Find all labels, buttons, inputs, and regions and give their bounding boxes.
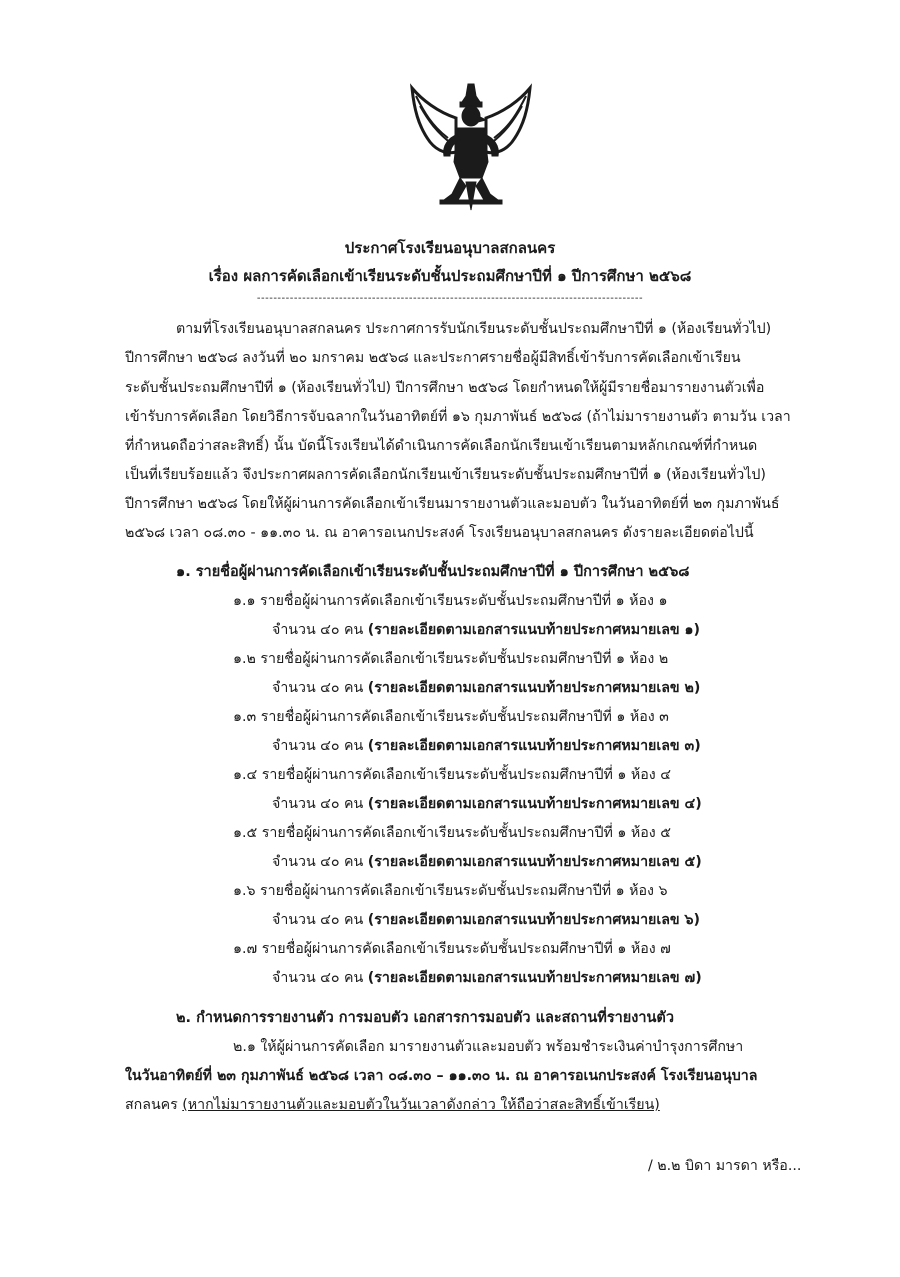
- intro-line: ตามที่โรงเรียนอนุบาลสกลนคร ประกาศการรับนักเรียนระดับชั้นประถมศึกษาปีที่ ๑ (ห้องเรียนทั่วไป): [176, 321, 772, 337]
- intro-line: ๒๕๖๘ เวลา ๐๘.๓๐ - ๑๑.๓๐ น. ณ อาคารอเนกประสงค์ โรงเรียนอนุบาลสกลนคร ดังรายละเอียดต่อไปนี้: [125, 525, 754, 541]
- list-item-line: ๑.๔ รายชื่อผู้ผ่านการคัดเลือกเข้าเรียนระดับชั้นประถมศึกษาปีที่ ๑ ห้อง ๔: [233, 767, 671, 783]
- section-2-paragraph-line: ในวันอาทิตย์ที่ ๒๓ กุมภาพันธ์ ๒๕๖๘ เวลา ๐๘.๓๐ – ๑๑.๓๐ น. ณ อาคารอเนกประสงค์ โรงเรียนอนุบาล: [125, 1068, 758, 1084]
- section-2-paragraph-line: สกลนคร (หากไม่มารายงานตัวและมอบตัวในวันเวลาดังกล่าว ให้ถือว่าสละสิทธิ์เข้าเรียน): [125, 1097, 660, 1113]
- list-item-line: ๑.๑ รายชื่อผู้ผ่านการคัดเลือกเข้าเรียนระดับชั้นประถมศึกษาปีที่ ๑ ห้อง ๑: [233, 593, 668, 609]
- list-item-count: จำนวน ๔๐ คน (รายละเอียดตามเอกสารแนบท้ายประกาศหมายเลข ๑): [272, 622, 701, 638]
- list-item-count: จำนวน ๔๐ คน (รายละเอียดตามเอกสารแนบท้ายประกาศหมายเลข ๔): [272, 796, 702, 812]
- forfeit-notice: (หากไม่มารายงานตัวและมอบตัวในวันเวลาดังกล่าว ให้ถือว่าสละสิทธิ์เข้าเรียน): [182, 1097, 660, 1113]
- section-2-heading: ๒. กำหนดการรายงานตัว การมอบตัว เอกสารการมอบตัว และสถานที่รายงานตัว: [176, 1010, 674, 1026]
- intro-line: ระดับชั้นประถมศึกษาปีที่ ๑ (ห้องเรียนทั่วไป) ปีการศึกษา ๒๕๖๘ โดยกำหนดให้ผู้มีรายชื่อมารายงานตัวเพื่อ: [125, 380, 765, 396]
- list-item-count: จำนวน ๔๐ คน (รายละเอียดตามเอกสารแนบท้ายประกาศหมายเลข ๖): [272, 912, 701, 928]
- garuda-emblem-icon: [408, 82, 534, 214]
- list-item-detail: (รายละเอียดตามเอกสารแนบท้ายประกาศหมายเลข ๗): [367, 970, 702, 986]
- list-item-line: ๑.๗ รายชื่อผู้ผ่านการคัดเลือกเข้าเรียนระดับชั้นประถมศึกษาปีที่ ๑ ห้อง ๗: [233, 941, 671, 957]
- intro-line: ปีการศึกษา ๒๕๖๘ ลงวันที่ ๒๐ มกราคม ๒๕๖๘ และประกาศรายชื่อผู้มีสิทธิ์เข้ารับการคัดเลือกเข้าเรียน: [125, 350, 741, 366]
- list-item-detail: (รายละเอียดตามเอกสารแนบท้ายประกาศหมายเลข ๕): [367, 854, 702, 870]
- list-item-count: จำนวน ๔๐ คน (รายละเอียดตามเอกสารแนบท้ายประกาศหมายเลข ๓): [272, 738, 701, 754]
- intro-line: ที่กำหนดถือว่าสละสิทธิ์) นั้น บัดนี้โรงเรียนได้ดำเนินการคัดเลือกนักเรียนเข้าเรียนตามหลักเกณฑ์ที่กำหนด: [125, 438, 758, 454]
- intro-line: เป็นที่เรียบร้อยแล้ว จึงประกาศผลการคัดเลือกนักเรียนเข้าเรียนระดับชั้นประถมศึกษาปีที่ ๑ (ห้องเรียนทั่วไป): [125, 467, 766, 483]
- list-item-detail: (รายละเอียดตามเอกสารแนบท้ายประกาศหมายเลข ๖): [367, 912, 701, 928]
- intro-line: เข้ารับการคัดเลือก โดยวิธีการจับฉลากในวันอาทิตย์ที่ ๑๖ กุมภาพันธ์ ๒๕๖๘ (ถ้าไม่มารายงานตัว ตามวัน เวลา: [125, 409, 791, 425]
- list-item-detail: (รายละเอียดตามเอกสารแนบท้ายประกาศหมายเลข ๒): [367, 680, 701, 696]
- list-item-count: จำนวน ๔๐ คน (รายละเอียดตามเอกสารแนบท้ายประกาศหมายเลข ๒): [272, 680, 701, 696]
- list-item-line: ๑.๕ รายชื่อผู้ผ่านการคัดเลือกเข้าเรียนระดับชั้นประถมศึกษาปีที่ ๑ ห้อง ๕: [233, 825, 671, 841]
- list-item-line: ๑.๓ รายชื่อผู้ผ่านการคัดเลือกเข้าเรียนระดับชั้นประถมศึกษาปีที่ ๑ ห้อง ๓: [233, 709, 669, 725]
- intro-line: ปีการศึกษา ๒๕๖๘ โดยให้ผู้ผ่านการคัดเลือกเข้าเรียนมารายงานตัวและมอบตัว ในวันอาทิตย์ที่ ๒๓ กุมภาพันธ์: [125, 496, 780, 512]
- announcement-subject: เรื่อง ผลการคัดเลือกเข้าเรียนระดับชั้นประถมศึกษาปีที่ ๑ ปีการศึกษา ๒๕๖๘: [208, 267, 692, 285]
- list-item-line: ๑.๖ รายชื่อผู้ผ่านการคัดเลือกเข้าเรียนระดับชั้นประถมศึกษาปีที่ ๑ ห้อง ๖: [233, 883, 668, 899]
- continuation-note: / ๒.๒ บิดา มารดา หรือ...: [648, 1158, 802, 1174]
- list-item-count: จำนวน ๔๐ คน (รายละเอียดตามเอกสารแนบท้ายประกาศหมายเลข ๗): [272, 970, 702, 986]
- list-item-detail: (รายละเอียดตามเอกสารแนบท้ายประกาศหมายเลข ๔): [367, 796, 702, 812]
- list-item-detail: (รายละเอียดตามเอกสารแนบท้ายประกาศหมายเลข ๑): [367, 622, 701, 638]
- list-item-line: ๑.๒ รายชื่อผู้ผ่านการคัดเลือกเข้าเรียนระดับชั้นประถมศึกษาปีที่ ๑ ห้อง ๒: [233, 651, 669, 667]
- separator-line: ----------------------------------------------------------------------------------------------: [256, 293, 644, 304]
- section-2-paragraph-line: ๒.๑ ให้ผู้ผ่านการคัดเลือก มารายงานตัวและมอบตัว พร้อมชำระเงินค่าบำรุงการศึกษา: [233, 1039, 744, 1055]
- announcement-title: ประกาศโรงเรียนอนุบาลสกลนคร: [344, 239, 556, 257]
- section-1-heading: ๑. รายชื่อผู้ผ่านการคัดเลือกเข้าเรียนระดับชั้นประถมศึกษาปีที่ ๑ ปีการศึกษา ๒๕๖๘: [176, 564, 690, 580]
- list-item-count: จำนวน ๔๐ คน (รายละเอียดตามเอกสารแนบท้ายประกาศหมายเลข ๕): [272, 854, 702, 870]
- list-item-detail: (รายละเอียดตามเอกสารแนบท้ายประกาศหมายเลข ๓): [367, 738, 701, 754]
